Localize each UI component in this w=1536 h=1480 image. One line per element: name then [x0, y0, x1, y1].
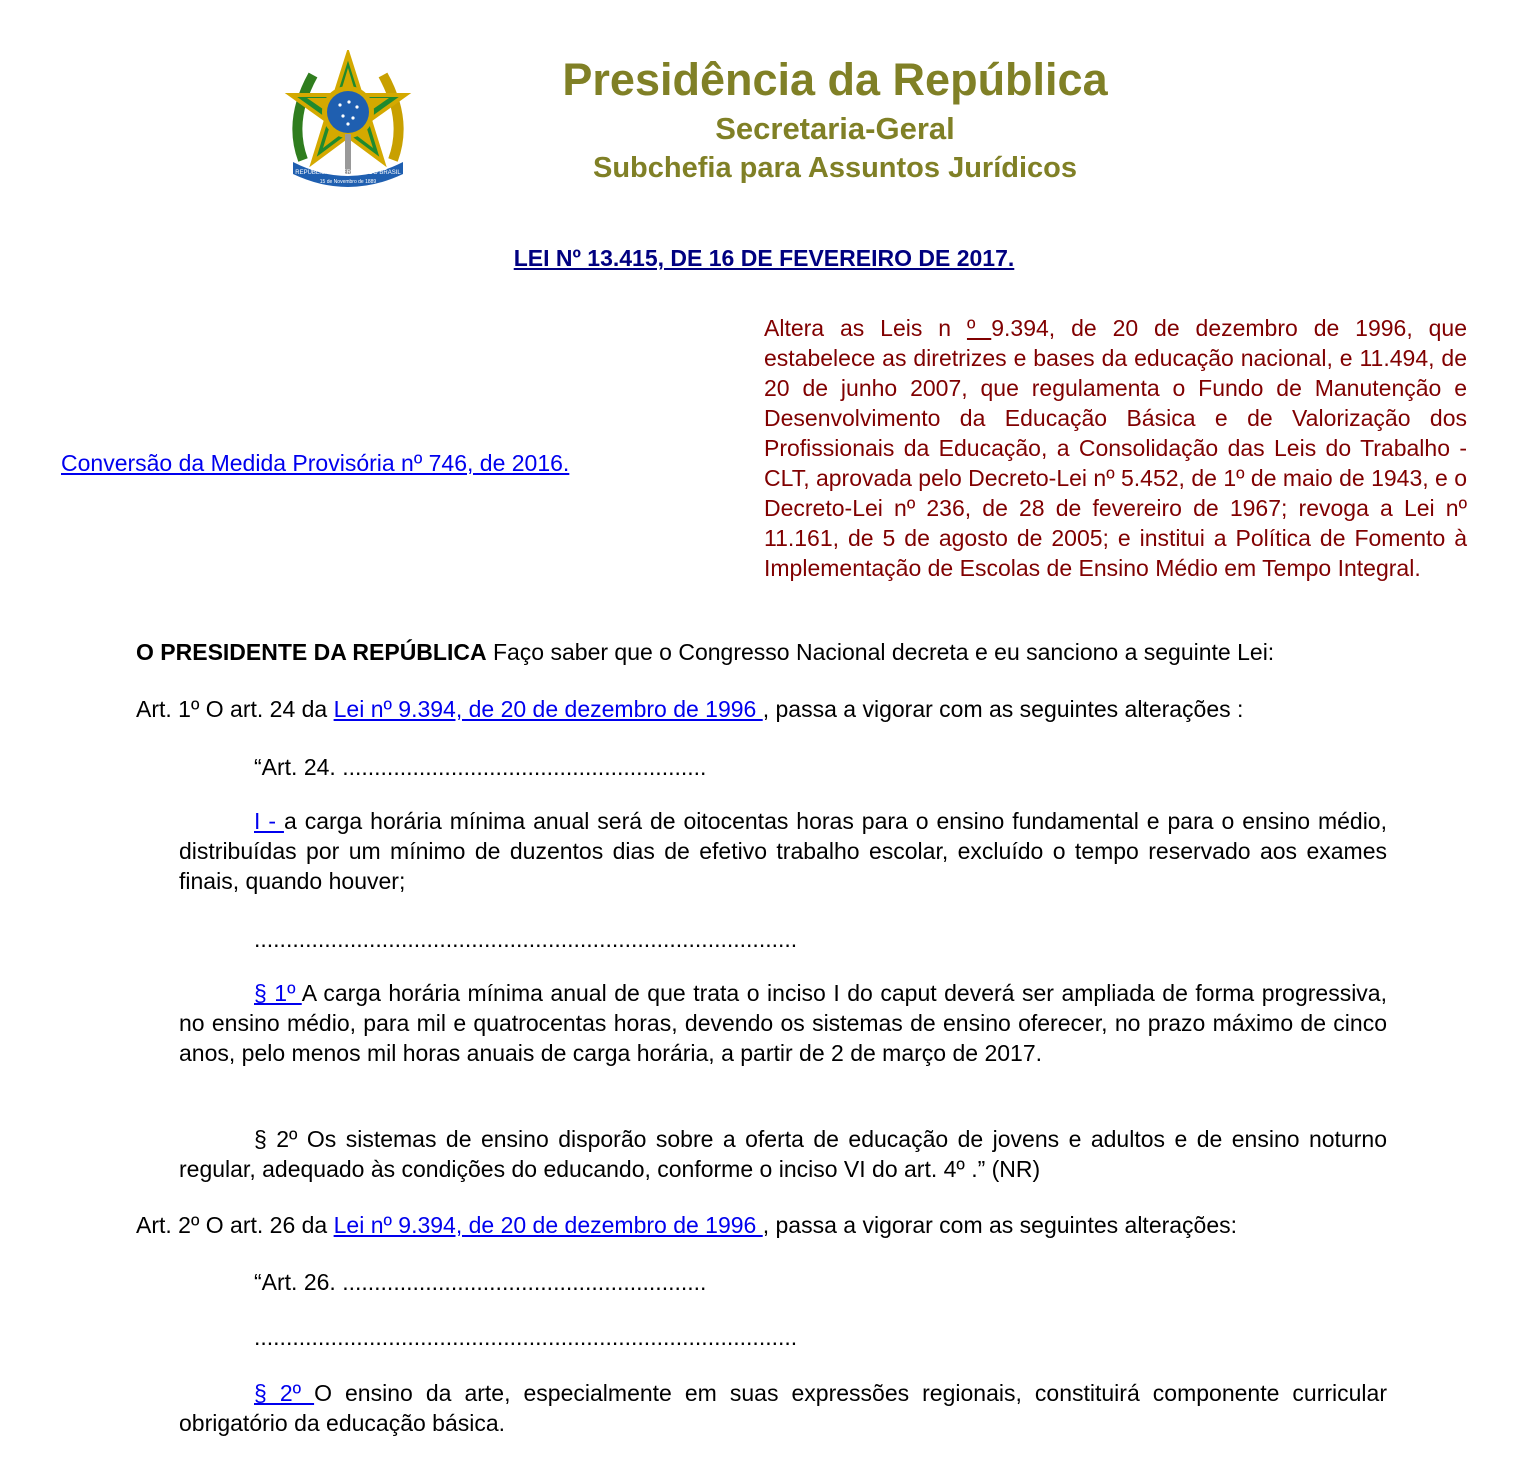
ementa-ordinal: º [966, 315, 992, 341]
ementa-text: 9.394, de 20 de dezembro de 1996, que estabelece as diretrizes e bases da educação nacional, e 11.494, de 20 de junho 2007, que regulamenta o Fundo de Manutenção e Desenvolvimento da Educação Básica e de Valorização dos Profissionais da Educação, a Consolidação das Leis do Trabalho - CLT, aprovada pelo Decreto-Lei nº 5.452, de 1º de maio de 1943, e o Decreto-Lei nº 236, de 28 de fevereiro de 1967; revoga a Lei nº 11.161, de 5 de agosto de 2005; e institui a Política de Fomento à Implementação de Escolas de Ensino Médio em Tempo Integral. [764, 315, 1468, 581]
header-presidencia: Presidência da República [562, 54, 1108, 105]
preamble [136, 637, 1386, 667]
par1-link[interactable]: § 1º [254, 980, 302, 1006]
art2-lei-link[interactable]: Lei nº 9.394, de 20 de dezembro de 1996 [333, 1212, 763, 1238]
art2-post: , passa a vigorar com as seguintes alterações: [762, 1212, 1238, 1238]
art1-pre: Art. 1º O art. 24 da [136, 696, 334, 722]
preamble-president: O PRESIDENTE DA REPÚBLICA [136, 639, 487, 665]
art26-par2 [179, 1378, 1387, 1438]
art1-post: , passa a vigorar com as seguintes alterações : [762, 696, 1244, 722]
art26-par2-link[interactable]: § 2º [254, 1380, 315, 1406]
ementa-pre: Altera as Leis n [764, 315, 967, 341]
art24-par2: § 2º Os sistemas de ensino disporão sobre a oferta de educação de jovens e adultos e de ensino noturno regular, adequado às condições do educando, conforme o inciso VI do art. 4º .” (NR) [179, 1126, 1387, 1182]
art2-pre: Art. 2º O art. 26 da [136, 1212, 334, 1238]
ementa [764, 313, 1467, 583]
inciso-i-link[interactable]: I - [254, 808, 284, 834]
header-subchefia: Subchefia para Assuntos Jurídicos [593, 152, 1077, 184]
art26-heading: “Art. 26. ......................................................... [254, 1269, 707, 1295]
art26-ellipsis: ..................................................................................... [254, 1324, 798, 1350]
par1-text: A carga horária mínima anual de que trata o inciso I do caput deverá ser ampliada de forma progressiva, no ensino médio, para mil e quatrocentas horas, devendo os sistemas de ensino oferecer, no prazo máximo de cinco anos, pelo menos mil horas anuais de carga horária, a partir de 2 de março de 2017. [179, 980, 1387, 1066]
art24-inciso-i [179, 806, 1387, 896]
conversion-link[interactable]: Conversão da Medida Provisória nº 746, de 2016. [61, 450, 570, 476]
art26-par2-text: O ensino da arte, especialmente em suas expressões regionais, constituirá componente curricular obrigatório da educação básica. [179, 1380, 1387, 1436]
coat-of-arms-icon [283, 50, 413, 190]
svg-text:REPÚBLICA FEDERATIVA DO BRASIL: REPÚBLICA FEDERATIVA DO BRASIL [295, 170, 401, 176]
law-title-link[interactable]: LEI Nº 13.415, DE 16 DE FEVEREIRO DE 2017. [513, 245, 1015, 271]
art2-caput [136, 1210, 1386, 1240]
conversion-note [61, 449, 569, 477]
inciso-i-text: a carga horária mínima anual será de oitocentas horas para o ensino fundamental e para o ensino médio, distribuídas por um mínimo de duzentos dias de efetivo trabalho escolar, excluído o tempo reservado aos exames finais, quando houver; [179, 808, 1387, 894]
art24-par1 [179, 978, 1387, 1068]
art24-heading: “Art. 24. ......................................................... [254, 754, 707, 780]
law-title [0, 244, 1528, 272]
preamble-text: Faço saber que o Congresso Nacional decreta e eu sanciono a seguinte Lei: [486, 639, 1275, 665]
art1-caput [136, 694, 1386, 724]
art1-lei-link[interactable]: Lei nº 9.394, de 20 de dezembro de 1996 [333, 696, 763, 722]
svg-text:15 de Novembro de 1889: 15 de Novembro de 1889 [319, 179, 377, 185]
art24-ellipsis: ..................................................................................... [254, 926, 798, 952]
header-secretaria: Secretaria-Geral [715, 111, 955, 146]
